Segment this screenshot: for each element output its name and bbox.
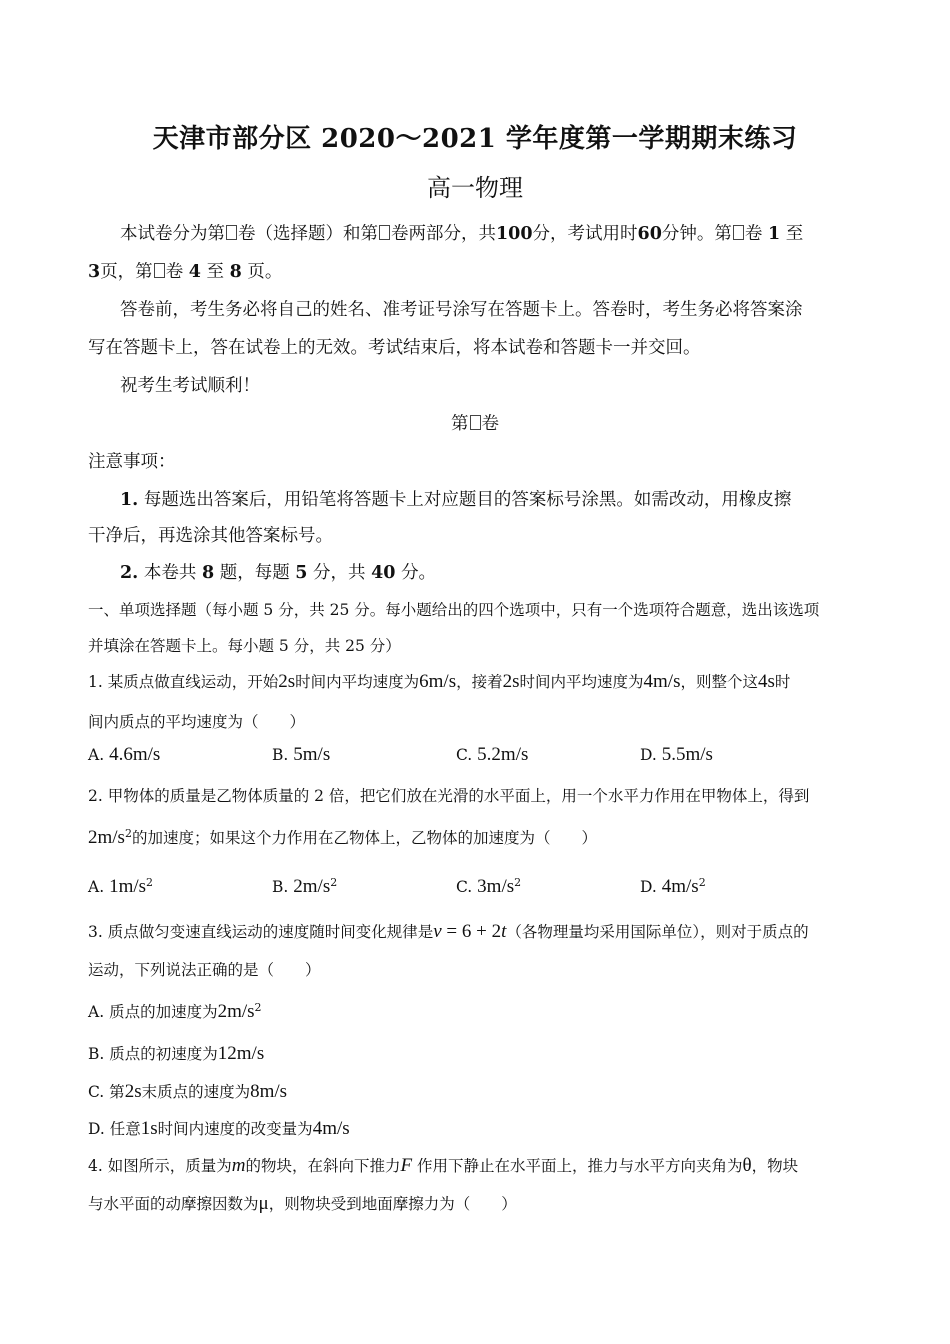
question-3-line-2: 运动，下列说法正确的是（ ）	[88, 961, 321, 979]
q1-option-b[interactable]: B. 5m/s	[272, 744, 331, 765]
part1-instructions-2: 并填涂在答题卡上。每小题 5 分，共 25 分）	[88, 637, 401, 655]
question-4-line-1: 4. 如图所示，质量为m的物块，在斜向下推力F 作用下静止在水平面上，推力与水平方向夹角为θ，物块	[88, 1155, 799, 1176]
missing-glyph-box	[470, 415, 481, 430]
q3-option-c[interactable]: C. 第2s末质点的速度为8m/s	[88, 1081, 288, 1102]
notice-item-1-cont: 干净后，再选涂其他答案标号。	[88, 526, 333, 546]
question-2-line-1: 2. 甲物体的质量是乙物体质量的 2 倍，把它们放在光滑的水平面上，用一个水平力作用在甲物体上，得到	[88, 787, 810, 805]
intro-line-1: 本试卷分为第 卷（选择题）和第 卷两部分，共100分，考试用时60分钟。第 卷 1 至	[120, 224, 804, 244]
q3-option-d[interactable]: D. 任意1s时间内速度的改变量为4m/s	[88, 1118, 350, 1139]
question-4-line-2: 与水平面的动摩擦因数为μ，则物块受到地面摩擦力为（ ）	[88, 1193, 517, 1214]
q1-option-d[interactable]: D. 5.5m/s	[640, 744, 713, 765]
q3-option-a[interactable]: A. 质点的加速度为$2m/s^2$	[88, 1001, 262, 1022]
q3-option-b[interactable]: B. 质点的初速度为12m/s	[88, 1043, 265, 1064]
missing-glyph-box	[379, 225, 390, 240]
q2-option-a[interactable]: A. $1m/s^2$	[88, 876, 154, 897]
q2-option-c[interactable]: C. $3m/s^2$	[456, 876, 522, 897]
question-3-line-1: 3. 质点做匀变速直线运动的速度随时间变化规律是v = 6 + 2t（各物理量均采用国际单位），则对于质点的	[88, 921, 809, 942]
notice-item-1: 1. 每题选出答案后，用铅笔将答题卡上对应题目的答案标号涂黑。如需改动，用橡皮擦	[120, 490, 792, 510]
notice-item-2: 2. 本卷共 8 题，每题 5 分，共 40 分。	[120, 563, 437, 583]
good-luck-line: 祝考生考试顺利！	[120, 376, 260, 396]
question-1-line-1: 1. 某质点做直线运动，开始2s时间内平均速度为6m/s，接着2s时间内平均速度为4m/s，则整个这4s时	[88, 671, 791, 692]
intro-line-2: 3页，第 卷 4 至 8 页。	[88, 262, 283, 282]
intro-line-4: 写在答题卡上，答在试卷上的无效。考试结束后，将本试卷和答题卡一并交回。	[88, 338, 701, 358]
section-heading: 第 卷	[451, 414, 499, 434]
exam-title: 天津市部分区 2020～2021 学年度第一学期期末练习	[152, 124, 798, 154]
question-1-line-2: 间内质点的平均速度为（ ）	[88, 713, 306, 731]
question-2-line-2: $2m/s^2$的加速度；如果这个力作用在乙物体上，乙物体的加速度为（ ）	[88, 827, 597, 848]
q1-option-a[interactable]: A. 4.6m/s	[88, 744, 161, 765]
notice-heading: 注意事项：	[88, 452, 176, 472]
missing-glyph-box	[226, 225, 237, 240]
q2-option-b[interactable]: B. $2m/s^2$	[272, 876, 338, 897]
missing-glyph-box	[733, 225, 744, 240]
intro-line-3: 答卷前，考生务必将自己的姓名、准考证号涂写在答题卡上。答卷时，考生务必将答案涂	[120, 300, 803, 320]
exam-subject: 高一物理	[427, 174, 523, 202]
q1-option-c[interactable]: C. 5.2m/s	[456, 744, 529, 765]
part1-instructions-1: 一、单项选择题（每小题 5 分，共 25 分。每小题给出的四个选项中，只有一个选项符合题意，选出该选项	[88, 601, 820, 619]
missing-glyph-box	[154, 263, 165, 278]
q2-option-d[interactable]: D. $4m/s^2$	[640, 876, 706, 897]
